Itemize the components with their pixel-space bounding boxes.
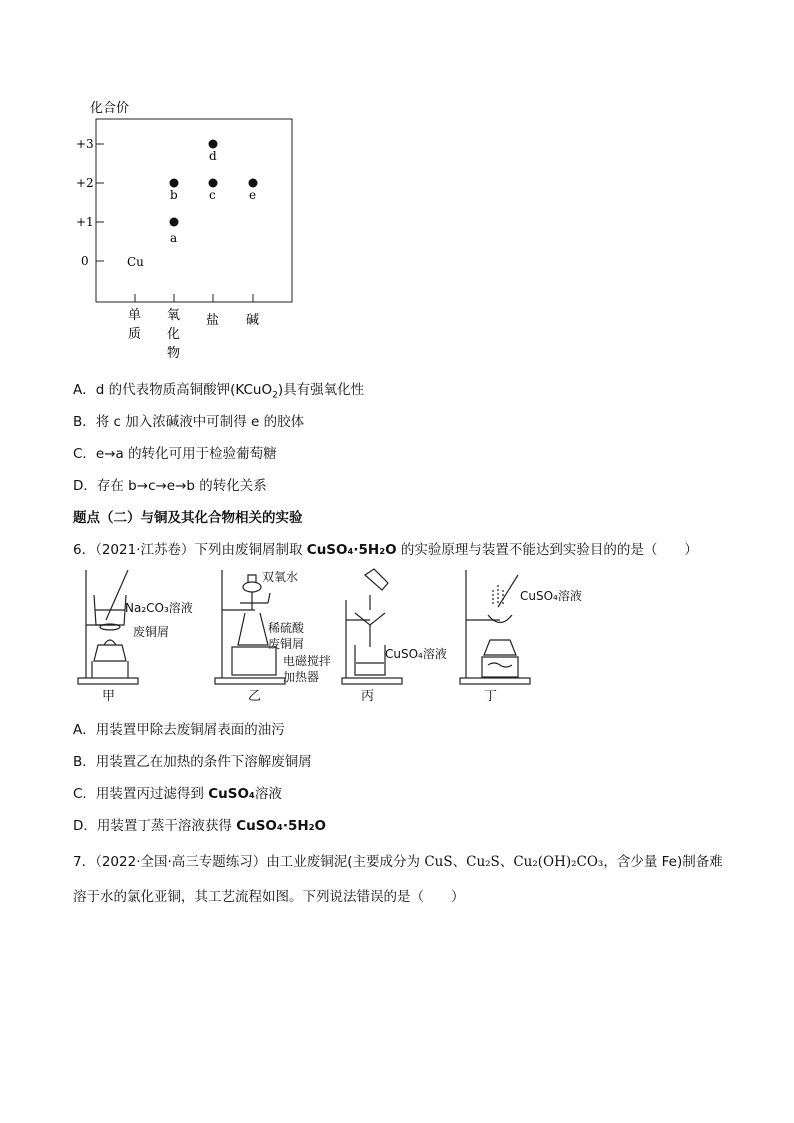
point-b [170, 179, 179, 188]
y-tick-plus2: +2 [76, 176, 94, 190]
q7-formula-cu2s: Cu₂S [466, 854, 500, 870]
y-tick-plus1: +1 [76, 215, 94, 229]
q6-option-d-formula: CuSO₄·5H₂O [236, 818, 327, 834]
caption-jia: 甲 [102, 689, 116, 704]
jia-label-na2co3: Na₂CO₃溶液 [125, 601, 193, 615]
caption-yi: 乙 [248, 689, 262, 704]
q6-stem-text-end: 的实验原理与装置不能达到实验目的的是（ ） [396, 542, 698, 558]
point-label-a: a [170, 231, 178, 245]
point-label-cu: Cu [127, 255, 144, 269]
q6-option-d [73, 814, 326, 834]
svg-text:氧: 氧 [167, 308, 181, 323]
q7-sep: 、 [452, 854, 467, 870]
caption-ding: 丁 [484, 689, 498, 704]
q5-option-a-text: A．d 的代表物质高铜酸钾(KCuO [73, 382, 273, 398]
yi-label-scrap: 废铜屑 [268, 637, 305, 651]
y-tick-zero: 0 [81, 254, 89, 268]
yi-label-h2o2: 双氧水 [262, 570, 299, 584]
point-label-c: c [209, 188, 216, 202]
point-a [170, 218, 179, 227]
section-title: 题点（二）与铜及其化合物相关的实验 [73, 510, 303, 526]
q6-option-c-formula: CuSO₄ [208, 786, 255, 802]
q6-formula: CuSO₄·5H₂O [306, 542, 397, 558]
point-d [209, 140, 218, 149]
q6-option-c-text: C．用装置丙过滤得到 [73, 786, 209, 802]
chart-frame [96, 119, 292, 302]
svg-text:物: 物 [167, 346, 181, 361]
y-tick-plus3: +3 [76, 137, 94, 151]
jia-label-scrap: 废铜屑 [133, 625, 170, 639]
q5-option-d: D．存在 b→c→e→b 的转化关系 [73, 478, 267, 494]
q7-formula-basic-carbonate: Cu₂(OH)₂CO₃ [513, 854, 604, 870]
caption-bing: 丙 [361, 689, 375, 704]
point-label-e: e [249, 188, 257, 202]
q5-option-a-sub: 2 [272, 390, 278, 401]
q6-option-b: B．用装置乙在加热的条件下溶解废铜屑 [73, 754, 312, 770]
apparatus-bing [342, 569, 402, 684]
q6-option-c-text-end: 溶液 [254, 786, 282, 802]
q5-option-a [73, 378, 364, 401]
yi-label-heater: 加热器 [283, 670, 320, 684]
apparatus-figure [70, 565, 610, 705]
x-category-oxide [167, 308, 180, 361]
svg-text:单: 单 [128, 308, 142, 323]
q7-text: 7．（2022·全国·高三专题练习）由工业废铜泥(主要成分为 [73, 854, 425, 870]
q6-option-d-text: D．用装置丁蒸干溶液获得 [73, 818, 237, 834]
q6-option-c [73, 782, 282, 802]
point-c [209, 179, 218, 188]
x-category-base: 碱 [246, 313, 260, 328]
valence-ylabel: 化合价 [90, 101, 130, 116]
q5-option-c: C．e→a 的转化可用于检验葡萄糖 [73, 446, 277, 462]
ding-label-solution: CuSO₄溶液 [520, 589, 582, 603]
bing-label-solution: CuSO₄溶液 [385, 647, 447, 661]
q5-option-a-text-end: )具有强氧化性 [277, 382, 365, 398]
q5-option-b: B．将 c 加入浓碱液中可制得 e 的胶体 [73, 414, 305, 430]
apparatus-jia [78, 570, 138, 684]
q6-option-a: A．用装置甲除去废铜屑表面的油污 [73, 722, 285, 738]
q6-stem [73, 538, 698, 558]
svg-text:化: 化 [167, 327, 181, 342]
q7-text-end: ，含少量 Fe)制备难 [603, 854, 723, 870]
point-e [249, 179, 258, 188]
point-label-d: d [209, 149, 217, 163]
yi-label-stirrer: 电磁搅拌 [283, 654, 332, 668]
q7-stem-line1 [73, 850, 723, 870]
x-category-element [128, 308, 141, 342]
q7-stem-line2: 溶于水的氯化亚铜，其工艺流程如图。下列说法错误的是（ ） [73, 889, 465, 905]
valence-chart [70, 95, 310, 370]
point-label-b: b [170, 188, 178, 202]
x-category-salt: 盐 [206, 313, 220, 328]
yi-label-acid: 稀硫酸 [268, 621, 305, 635]
q7-formula-cus: CuS [424, 854, 453, 870]
q7-sep: 、 [499, 854, 514, 870]
apparatus-ding [460, 570, 530, 684]
svg-text:质: 质 [128, 327, 142, 342]
q6-stem-text: 6．（2021·江苏卷）下列由废铜屑制取 [73, 542, 307, 558]
